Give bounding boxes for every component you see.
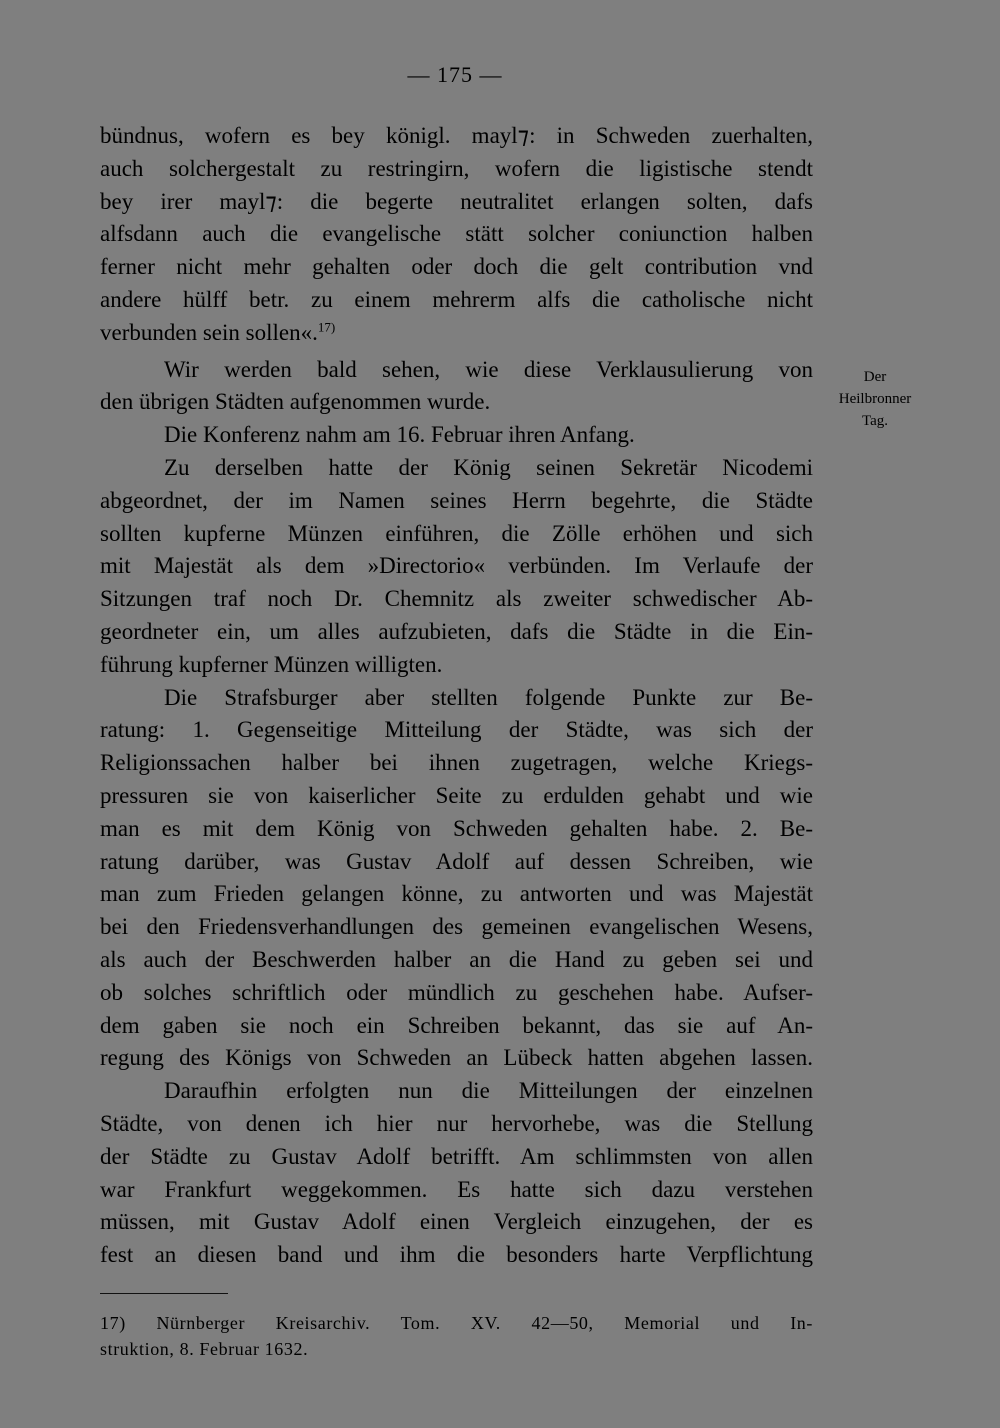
- text-line: war Frankfurt weggekommen. Es hatte sich dazu verstehen: [100, 1176, 813, 1202]
- text-line: müssen, mit Gustav Adolf einen Vergleich einzugehen, der es: [100, 1209, 813, 1235]
- text-line: den übrigen Städten aufgenommen wurde.: [100, 389, 491, 415]
- page-number: — 175 —: [407, 62, 503, 87]
- footnotes: [100, 1310, 813, 1362]
- text-line: sollten kupferne Münzen einführen, die Zölle erhöhen und sich: [100, 520, 813, 546]
- marginal-note-line: Tag.: [861, 413, 889, 429]
- text-line: ferner nicht mehr gehalten oder doch die gelt contribution vnd: [100, 254, 813, 280]
- text-line: ob solches schriftlich oder mündlich zu geschehen habe. Aufser-: [100, 979, 813, 1005]
- text-line: bei den Friedensverhandlungen des gemeinen evangelischen Wesens,: [100, 914, 813, 940]
- text-line: ratung: 1. Gegenseitige Mitteilung der Städte, was sich der: [100, 717, 813, 743]
- marginal-note-line: Heilbronner: [838, 391, 912, 407]
- text-line: auch solchergestalt zu restringirn, wofern die ligistische stendt: [100, 155, 813, 181]
- main-text: [100, 120, 813, 1272]
- text-line: abgeordnet, der im Namen seines Herrn begehrte, die Städte: [100, 487, 813, 513]
- text-line: der Städte zu Gustav Adolf betrifft. Am schlimmsten von allen: [100, 1143, 813, 1169]
- text-line: dem gaben sie noch ein Schreiben bekannt, das sie auf An-: [100, 1012, 813, 1038]
- text-line: Religionssachen halber bei ihnen zugetragen, welche Kriegs-: [100, 750, 813, 776]
- marginal-note-line: Der: [863, 369, 887, 385]
- text-line: führung kupferner Münzen willigten.: [100, 651, 443, 677]
- text-line: andere hülff betr. zu einem mehrerm alfs die catholische nicht: [100, 286, 813, 312]
- text-line: bündnus, wofern es bey königl. mayl⁊: in Schweden zuerhalten,: [100, 123, 813, 148]
- text-line: mit Majestät als dem »Directorio« verbünden. Im Verlaufe der: [100, 553, 813, 579]
- text-line: pressuren sie von kaiserlicher Seite zu erdulden gehabt und wie: [100, 782, 813, 808]
- footnote-divider: [100, 1293, 228, 1294]
- text-line: geordneter ein, um alles aufzubieten, dafs die Städte in die Ein-: [100, 618, 813, 644]
- text-line: bey irer mayl⁊: die begerte neutralitet erlangen solten, dafs: [100, 188, 813, 214]
- text-line: Sitzungen traf noch Dr. Chemnitz als zweiter schwedischer Ab-: [100, 586, 813, 612]
- footnote-reference: 17): [317, 319, 336, 335]
- text-line: Wir werden bald sehen, wie diese Verklausulierung von: [164, 356, 813, 382]
- footnote-line: 17) Nürnberger Kreisarchiv. Tom. XV. 42—50, Memorial und In-: [100, 1313, 813, 1333]
- text-line: ratung darüber, was Gustav Adolf auf dessen Schreiben, wie: [100, 848, 813, 874]
- marginal-note: [825, 366, 925, 432]
- text-line: Daraufhin erfolgten nun die Mitteilungen der einzelnen: [164, 1078, 813, 1104]
- footnote-line: struktion, 8. Februar 1632.: [100, 1339, 309, 1359]
- text-line: verbunden sein sollen«.: [100, 319, 318, 345]
- text-line: Die Strafsburger aber stellten folgende Punkte zur Be-: [164, 684, 813, 710]
- text-line: Die Konferenz nahm am 16. Februar ihren Anfang.: [164, 422, 635, 448]
- text-line: regung des Königs von Schweden an Lübeck hatten abgehen lassen.: [100, 1045, 813, 1071]
- text-line: Zu derselben hatte der König seinen Sekretär Nicodemi: [164, 454, 813, 480]
- text-line-with-footnote: [100, 317, 813, 350]
- text-line: Städte, von denen ich hier nur hervorhebe, was die Stellung: [100, 1110, 813, 1136]
- text-line: fest an diesen band und ihm die besonders harte Verpflichtung: [100, 1242, 813, 1268]
- text-line: man zum Frieden gelangen könne, zu antworten und was Majestät: [100, 881, 813, 907]
- text-line: alfsdann auch die evangelische stätt solcher coniunction halben: [100, 221, 813, 247]
- text-line: als auch der Beschwerden halber an die Hand zu geben sei und: [100, 946, 813, 972]
- text-line: man es mit dem König von Schweden gehalten habe. 2. Be-: [100, 815, 813, 841]
